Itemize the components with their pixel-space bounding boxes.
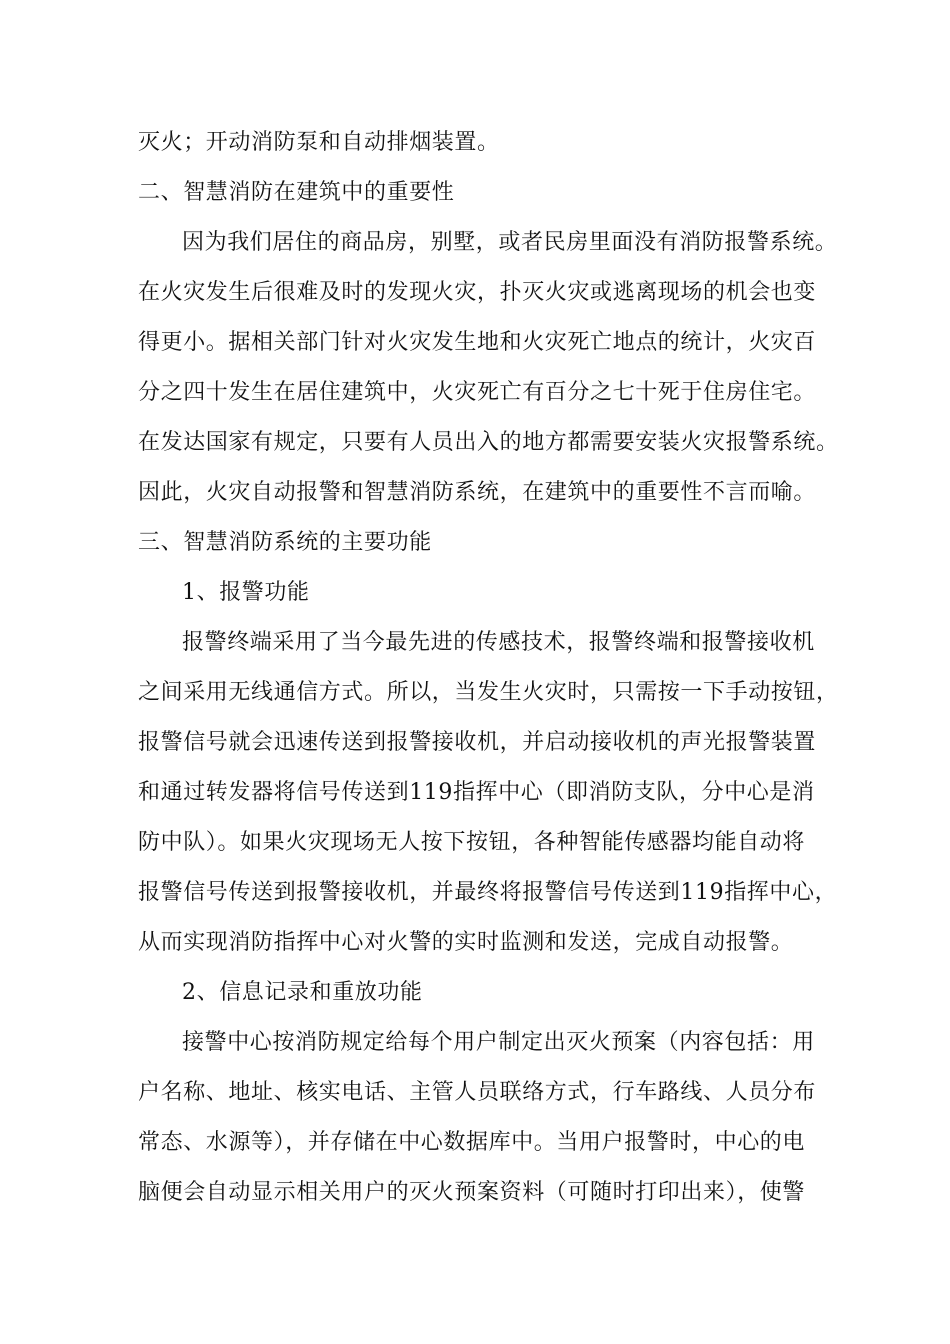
- paragraph-line: 因此，火灾自动报警和智慧消防系统，在建筑中的重要性不言而喻。: [138, 480, 817, 505]
- paragraph-line: 灭火；开动消防泵和自动排烟装置。: [138, 130, 500, 155]
- paragraph-line: 防中队）。如果火灾现场无人按下按钮，各种智能传感器均能自动将: [138, 830, 806, 855]
- subsection-heading-alarm: 1、报警功能: [182, 580, 310, 605]
- section-heading-2: 二、智慧消防在建筑中的重要性: [138, 180, 455, 205]
- paragraph-line: 接警中心按消防规定给每个用户制定出灭火预案（内容包括：用: [182, 1030, 815, 1055]
- paragraph-line: 在火灾发生后很难及时的发现火灾，扑灭火灾或逃离现场的机会也变: [138, 280, 817, 305]
- paragraph-line: 常态、水源等），并存储在中心数据库中。当用户报警时，中心的电: [138, 1130, 806, 1155]
- paragraph-line: 报警信号就会迅速传送到报警接收机，并启动接收机的声光报警装置: [138, 730, 817, 755]
- section-heading-3: 三、智慧消防系统的主要功能: [138, 530, 432, 555]
- paragraph-line: 在发达国家有规定，只要有人员出入的地方都需要安装火灾报警系统。: [138, 430, 839, 455]
- paragraph-line: 报警信号传送到报警接收机，并最终将报警信号传送到119指挥中心，: [138, 880, 838, 905]
- paragraph-line: 得更小。据相关部门针对火灾发生地和火灾死亡地点的统计，火灾百: [138, 330, 817, 355]
- paragraph-line: 之间采用无线通信方式。所以，当发生火灾时，只需按一下手动按钮，: [138, 680, 839, 705]
- paragraph-line: 报警终端采用了当今最先进的传感技术，报警终端和报警接收机: [182, 630, 815, 655]
- paragraph-line: 从而实现消防指挥中心对火警的实时监测和发送，完成自动报警。: [138, 930, 794, 955]
- subsection-heading-record-replay: 2、信息记录和重放功能: [182, 980, 423, 1005]
- paragraph-line: 和通过转发器将信号传送到119指挥中心（即消防支队，分中心是消: [138, 780, 815, 805]
- paragraph-line: 因为我们居住的商品房，别墅，或者民房里面没有消防报警系统。: [182, 230, 838, 255]
- paragraph-line: 脑便会自动显示相关用户的灭火预案资料（可随时打印出来），使警: [138, 1180, 806, 1205]
- paragraph-line: 户名称、地址、核实电话、主管人员联络方式，行车路线、人员分布: [138, 1080, 817, 1105]
- paragraph-line: 分之四十发生在居住建筑中，火灾死亡有百分之七十死于住房住宅。: [138, 380, 817, 405]
